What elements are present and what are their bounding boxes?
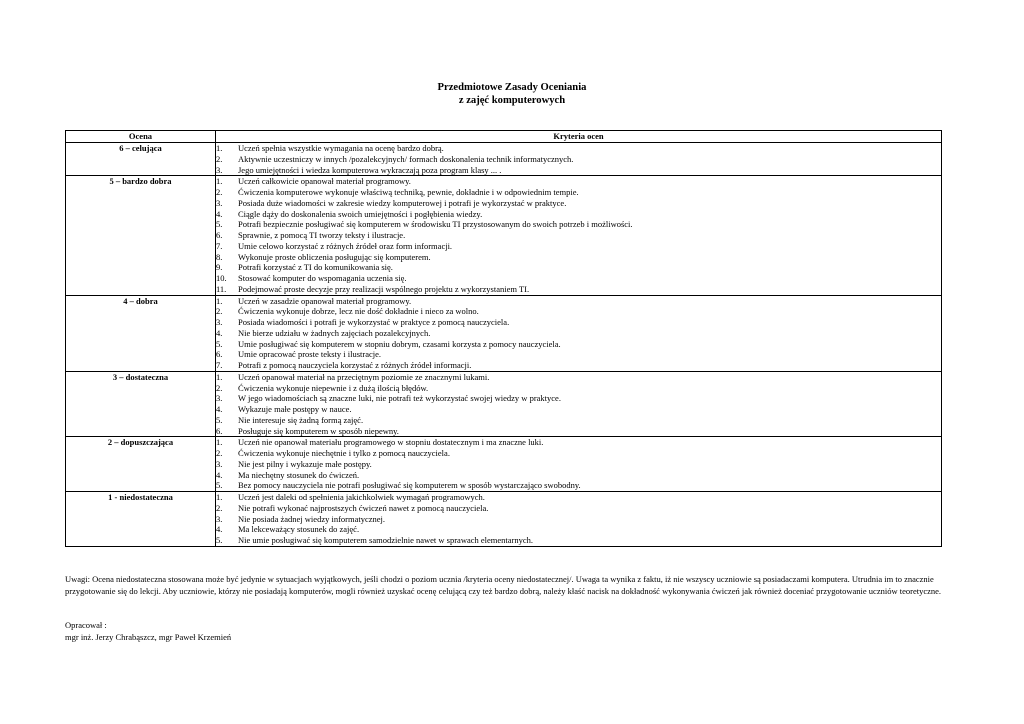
header-criteria: Kryteria ocen bbox=[216, 131, 942, 143]
criteria-item-text: Posługuje się komputerem w sposób niepewny. bbox=[238, 425, 399, 436]
criteria-item-number: 6. bbox=[216, 425, 223, 436]
criteria-item bbox=[216, 426, 941, 437]
criteria-item bbox=[216, 154, 941, 165]
criteria-item-number: 1. bbox=[216, 295, 223, 306]
author-label: Opracował : bbox=[65, 620, 107, 630]
criteria-item-number: 5. bbox=[216, 535, 223, 545]
table-header-row bbox=[66, 131, 942, 143]
criteria-item-text: Posiada wiadomości i potrafi je wykorzystać w praktyce z pomocą nauczyciela. bbox=[238, 317, 510, 327]
criteria-item bbox=[216, 262, 941, 273]
criteria-item-number: 6. bbox=[216, 230, 223, 240]
criteria-item-text: Uczeń spełnia wszystkie wymagania na ocenę bardzo dobrą. bbox=[238, 143, 444, 153]
criteria-item-number: 1. bbox=[216, 176, 223, 187]
criteria-cell bbox=[216, 437, 942, 492]
criteria-item-number: 3. bbox=[216, 513, 223, 524]
criteria-item bbox=[216, 437, 941, 448]
table-row bbox=[66, 143, 942, 176]
grading-criteria-table bbox=[65, 130, 942, 547]
criteria-item bbox=[216, 230, 941, 241]
criteria-item bbox=[216, 143, 941, 154]
criteria-item-text: Aktywnie uczestniczy w innych /pozalekcyjnych/ formach doskonalenia technik informatycznych. bbox=[238, 153, 574, 164]
criteria-item-text: Potrafi z pomocą nauczyciela korzystać z różnych źródeł informacji. bbox=[238, 360, 472, 370]
criteria-cell bbox=[216, 143, 942, 176]
criteria-item-number: 4. bbox=[216, 524, 223, 535]
criteria-item bbox=[216, 306, 941, 317]
criteria-item-number: 3. bbox=[216, 393, 223, 404]
criteria-item-number: 2. bbox=[216, 187, 223, 197]
criteria-item-number: 2. bbox=[216, 382, 223, 393]
criteria-item-number: 2. bbox=[216, 306, 223, 317]
criteria-item bbox=[216, 514, 941, 525]
criteria-item-number: 4. bbox=[216, 404, 223, 414]
criteria-item-text: Uczeń całkowicie opanował materiał programowy. bbox=[238, 176, 411, 187]
criteria-item bbox=[216, 165, 941, 176]
criteria-item-number: 9. bbox=[216, 262, 223, 273]
criteria-item-text: Ćwiczenia wykonuje dobrze, lecz nie dość dokładnie i nieco za wolno. bbox=[238, 306, 479, 317]
criteria-item-text: Umie celowo korzystać z różnych źródeł oraz form informacji. bbox=[238, 240, 453, 251]
criteria-item-text: Bez pomocy nauczyciela nie potrafi posługiwać się komputerem w sposób wystarczająco swobodny. bbox=[238, 480, 581, 491]
criteria-item-number: 3. bbox=[216, 164, 223, 175]
criteria-item bbox=[216, 219, 941, 230]
criteria-item bbox=[216, 273, 941, 284]
criteria-item-number: 2. bbox=[216, 153, 223, 164]
table-row bbox=[66, 437, 942, 492]
criteria-item-number: 4. bbox=[216, 469, 223, 480]
criteria-item bbox=[216, 459, 941, 470]
criteria-item-number: 1. bbox=[216, 437, 223, 448]
table-row bbox=[66, 295, 942, 371]
criteria-item-text: Sprawnie, z pomocą TI tworzy teksty i ilustracje. bbox=[238, 230, 406, 240]
criteria-item-text: Nie posiada żadnej wiedzy informatycznej. bbox=[238, 513, 386, 524]
criteria-item-text: Nie potrafi wykonać najprostszych ćwiczeń nawet z pomocą nauczyciela. bbox=[238, 502, 489, 513]
criteria-item bbox=[216, 284, 941, 295]
criteria-cell bbox=[216, 176, 942, 295]
criteria-item-number: 5. bbox=[216, 480, 223, 491]
criteria-item bbox=[216, 360, 941, 371]
criteria-item bbox=[216, 296, 941, 307]
criteria-item-text: Nie bierze udziału w żadnych zajęciach pozalekcyjnych. bbox=[238, 327, 431, 338]
criteria-item-number: 7. bbox=[216, 240, 223, 251]
criteria-item bbox=[216, 241, 941, 252]
criteria-item bbox=[216, 198, 941, 209]
document-title: Przedmiotowe Zasady Oceniania bbox=[437, 82, 587, 93]
criteria-cell bbox=[216, 492, 942, 547]
criteria-item-text: Uczeń nie opanował materiału programowego w stopniu dostatecznym i ma znaczne luki. bbox=[238, 437, 544, 448]
criteria-item-number: 1. bbox=[216, 143, 223, 153]
criteria-item-text: Ciągle dąży do doskonalenia swoich umiejętności i pogłębienia wiedzy. bbox=[238, 208, 483, 219]
criteria-item bbox=[216, 176, 941, 187]
criteria-item bbox=[216, 503, 941, 514]
criteria-item-number: 8. bbox=[216, 251, 223, 262]
criteria-item bbox=[216, 393, 941, 404]
criteria-item-text: Wykonuje proste obliczenia posługując się komputerem. bbox=[238, 251, 431, 262]
criteria-item-number: 6. bbox=[216, 349, 223, 360]
criteria-item-number: 4. bbox=[216, 327, 223, 338]
header-grade: Ocena bbox=[66, 131, 216, 143]
grade-cell: 4 – dobra bbox=[66, 295, 216, 371]
criteria-item bbox=[216, 535, 941, 546]
criteria-item-number: 7. bbox=[216, 360, 223, 370]
table-row bbox=[66, 492, 942, 547]
criteria-item-text: Podejmować proste decyzje przy realizacji wspólnego projektu z wykorzystaniem TI. bbox=[238, 283, 530, 294]
criteria-item-text: Umie posługiwać się komputerem w stopniu dobrym, czasami korzysta z pomocy nauczyciela. bbox=[238, 338, 561, 349]
criteria-item-text: Nie jest pilny i wykazuje małe postępy. bbox=[238, 458, 372, 469]
criteria-item-text: Ma niechętny stosunek do ćwiczeń. bbox=[238, 469, 360, 480]
criteria-item-text: Uczeń opanował materiał na przeciętnym poziomie ze znacznymi lukami. bbox=[238, 371, 490, 382]
criteria-item-number: 5. bbox=[216, 219, 223, 230]
criteria-item bbox=[216, 480, 941, 491]
criteria-item-text: Ćwiczenia wykonuje niepewnie i z dużą ilością błędów. bbox=[238, 382, 429, 393]
criteria-item bbox=[216, 252, 941, 263]
grade-cell: 6 – celująca bbox=[66, 143, 216, 176]
criteria-item bbox=[216, 524, 941, 535]
criteria-item-text: Umie opracować proste teksty i ilustracje. bbox=[238, 349, 382, 360]
criteria-item-number: 2. bbox=[216, 502, 223, 513]
criteria-cell bbox=[216, 371, 942, 437]
criteria-item-text: Stosować komputer do wspomagania uczenia się. bbox=[238, 273, 407, 283]
author-names: mgr inż. Jerzy Chrabąszcz, mgr Paweł Krzemień bbox=[65, 632, 232, 642]
criteria-item-number: 1. bbox=[216, 492, 223, 502]
criteria-item bbox=[216, 448, 941, 459]
criteria-item-text: Uczeń jest daleki od spełnienia jakichkolwiek wymagań programowych. bbox=[238, 492, 485, 502]
criteria-item-number: 3. bbox=[216, 458, 223, 469]
grade-cell: 2 – dopuszczająca bbox=[66, 437, 216, 492]
criteria-item bbox=[216, 328, 941, 339]
remarks-note: Uwagi: Ocena niedostateczna stosowana może być jedynie w sytuacjach wyjątkowych, jeśli chodzi o poziom ucznia /kryteria oceny niedostatecznej/. Uwaga ta wynika z faktu, iż nie wszyscy uczniowie są posiadaczami komputera. Utrudnia im to znacznie przygotowanie się do lekcji. Aby uczniowie, którzy nie posiadają komputerów, mogli również uzyskać ocenę celującą czy też bardzo dobrą, należy kłaść nacisk na dokładność wykonywania ćwiczeń jak również doceniać przygotowanie uczniów teoretyczne. bbox=[65, 574, 942, 596]
criteria-item-text: Potrafi korzystać z TI do komunikowania się. bbox=[238, 262, 393, 273]
criteria-item-text: Ma lekceważący stosunek do zajęć. bbox=[238, 524, 360, 535]
criteria-item bbox=[216, 349, 941, 360]
criteria-item-number: 4. bbox=[216, 208, 223, 219]
criteria-item bbox=[216, 404, 941, 415]
criteria-item-text: Ćwiczenia wykonuje niechętnie i tylko z pomocą nauczyciela. bbox=[238, 448, 450, 458]
criteria-item-text: Nie interesuje się żadną formą zajęć. bbox=[238, 414, 364, 425]
criteria-item-number: 1. bbox=[216, 371, 223, 382]
criteria-item-number: 11. bbox=[216, 283, 227, 294]
criteria-cell bbox=[216, 295, 942, 371]
grade-cell: 5 – bardzo dobra bbox=[66, 176, 216, 295]
grade-cell: 1 - niedostateczna bbox=[66, 492, 216, 547]
table-row bbox=[66, 176, 942, 295]
criteria-item-number: 3. bbox=[216, 197, 223, 208]
criteria-item bbox=[216, 372, 941, 383]
criteria-item bbox=[216, 339, 941, 350]
criteria-item-text: Jego umiejętności i wiedza komputerowa wykraczają poza program klasy ... . bbox=[238, 164, 502, 175]
criteria-item-text: W jego wiadomościach są znaczne luki, nie potrafi też wykorzystać swojej wiedzy w praktyce. bbox=[238, 393, 561, 404]
criteria-item-number: 3. bbox=[216, 317, 223, 327]
criteria-item-text: Ćwiczenia komputerowe wykonuje właściwą techniką, pewnie, dokładnie i w odpowiednim tempie. bbox=[238, 187, 579, 197]
criteria-item-text: Posiada duże wiadomości w zakresie wiedzy komputerowej i potrafi je wykorzystać w praktyce. bbox=[238, 197, 567, 208]
criteria-item-number: 10. bbox=[216, 273, 227, 283]
table-body bbox=[66, 143, 942, 547]
criteria-item-text: Wykazuje małe postępy w nauce. bbox=[238, 404, 352, 414]
criteria-item bbox=[216, 470, 941, 481]
criteria-item bbox=[216, 492, 941, 503]
document-subtitle: z zajęć komputerowych bbox=[458, 95, 566, 106]
criteria-item bbox=[216, 317, 941, 328]
criteria-item-number: 5. bbox=[216, 414, 223, 425]
criteria-item bbox=[216, 209, 941, 220]
criteria-item-text: Nie umie posługiwać się komputerem samodzielnie nawet w sprawach elementarnych. bbox=[238, 535, 534, 545]
criteria-item-number: 5. bbox=[216, 338, 223, 349]
criteria-item-number: 2. bbox=[216, 448, 223, 458]
criteria-item bbox=[216, 187, 941, 198]
criteria-item bbox=[216, 415, 941, 426]
criteria-item-text: Uczeń w zasadzie opanował materiał programowy. bbox=[238, 295, 412, 306]
grade-cell: 3 – dostateczna bbox=[66, 371, 216, 437]
criteria-item bbox=[216, 383, 941, 394]
criteria-item-text: Potrafi bezpiecznie posługiwać się komputerem w środowisku TI przystosowanym do swoich potrzeb i możliwości. bbox=[238, 219, 633, 230]
table-row bbox=[66, 371, 942, 437]
